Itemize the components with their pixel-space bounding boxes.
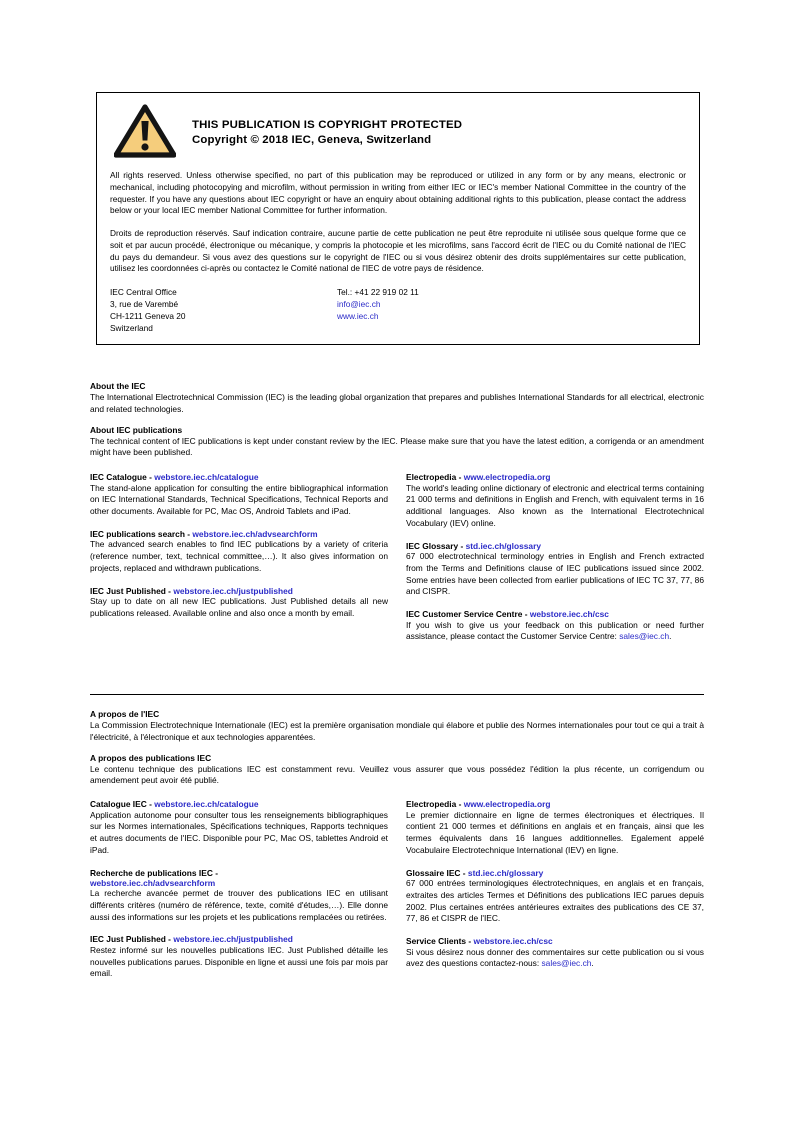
resource-url-link[interactable]: std.iec.ch/glossary: [465, 540, 542, 551]
about-iec-heading-en: About the IEC: [90, 381, 146, 391]
resource-url-link[interactable]: www.electropedia.org: [463, 472, 551, 482]
resource-description: [406, 620, 704, 644]
about-publications-heading-en: About IEC publications: [90, 424, 183, 435]
resource-description: 67 000 entrées terminologiques électrotechniques, en anglais et en français, extraites des articles Termes et Définitions des publications IEC parues depuis 2002. Plus certaines entrées antérieures extraites des publications des CE 37, 77, 86 et CISPR de l'IEC.: [406, 878, 704, 924]
address-line-2: 3, rue de Varembé: [110, 299, 179, 310]
contact-details: [110, 286, 686, 334]
resource-description: The stand-alone application for consulting the entire bibliographical information on IEC International Standards, Technical Specifications, Technical Reports and other documents. Available for PC, Mac OS, Android Tablets and iPad.: [90, 482, 388, 517]
copyright-box-titles: [192, 117, 462, 146]
resource-description: 67 000 electrotechnical terminology entries in English and French extracted from the Terms and Definitions clause of IEC publications issued since 2002. Some entries have been collected from earlier publications of IEC TC 37, 77, 86 and CISPR.: [406, 551, 704, 597]
resource-title-text: Service Clients: [406, 936, 467, 947]
resource-title-separator: -: [460, 867, 468, 878]
resource-url-link[interactable]: webstore.iec.ch/csc: [529, 609, 609, 620]
resource-title-separator: -: [456, 472, 464, 482]
resource-description-text: Si vous désirez nous donner des commentaires sur cette publication ou si vous avez des questions contactez-nous:: [406, 946, 704, 969]
copyright-paragraph-fr: Droits de reproduction réservés. Sauf indication contraire, aucune partie de cette publication ne peut être reproduite ni utilisée sous quelque forme que ce soit et par aucun procédé, électronique ou mécanique, y compris la photocopie et les microfilms, sans l'accord écrit de l'IEC ou du Comité national de l'IEC du pays du demandeur. Si vous avez des questions sur le copyright de l'IEC ou si vous désirez obtenir des droits supplémentaires sur cette publication, utilisez les coordonnées ci-après ou contactez le Comité national de l'IEC de votre pays de résidence.: [110, 228, 686, 274]
resource-title-separator: -: [184, 528, 193, 539]
resource-url-link[interactable]: webstore.iec.ch/catalogue: [154, 799, 259, 809]
resource-description: Le premier dictionnaire en ligne de termes électroniques et électriques. Il contient 21 000 termes et définitions en anglais et en français, ainsi que les termes équivalents dans 16 langues additionnelles. Egalement appelé Vocabulaire Electrotechnique International (IEV) en ligne.: [406, 809, 704, 855]
resource-title-iec-just-published: [90, 934, 388, 944]
resource-title-separator: -: [522, 609, 530, 620]
address-line-1: IEC Central Office: [110, 287, 177, 298]
contact-email-link[interactable]: info@iec.ch: [337, 299, 381, 310]
resources-columns-en: [90, 472, 704, 643]
resource-title-separator: -: [456, 799, 464, 809]
about-iec-body-en: The International Electrotechnical Commission (IEC) is the leading global organization that prepares and publishes International Standards for all electrical, electronic and related technologies.: [90, 392, 704, 414]
resource-entry: [90, 868, 388, 924]
about-iec-body-fr: La Commission Electrotechnique Internationale (IEC) est la première organisation mondiale qui élabore et publie des Normes internationales pour tout ce qui a trait à l'électricité, à l'électronique et aux technologies apparentées.: [90, 720, 704, 742]
resource-entry: [90, 529, 388, 575]
resource-entry: [406, 936, 704, 970]
address-line-3: CH-1211 Geneva 20: [110, 311, 186, 322]
resource-entry: [90, 799, 388, 857]
about-publications-heading-fr: A propos des publications IEC: [90, 752, 212, 763]
resource-title-separator: -: [146, 799, 155, 809]
resource-title-text: Electropedia: [406, 799, 457, 809]
resource-title-iec-customer-service-centre: [406, 609, 704, 619]
resource-title-text: IEC Glossary: [406, 540, 459, 551]
resource-title-recherche-de-publications-iec: [90, 868, 388, 888]
copyright-notice-box: [96, 92, 700, 345]
resource-entry: [90, 586, 388, 620]
about-iec-heading-fr: A propos de l'IEC: [90, 709, 160, 719]
resource-description-trailing: .: [591, 958, 594, 969]
resource-title-separator: -: [165, 585, 174, 596]
contact-website-link[interactable]: www.iec.ch: [337, 311, 379, 322]
resource-url-link[interactable]: webstore.iec.ch/csc: [473, 936, 553, 947]
resource-url-link[interactable]: webstore.iec.ch/advsearchform: [90, 877, 216, 888]
resource-entry: [406, 472, 704, 530]
resource-description: Stay up to date on all new IEC publications. Just Published details all new publications released. Available online and also once a month by email.: [90, 596, 388, 618]
resource-title-glossaire-iec: [406, 868, 704, 878]
resource-title-text: IEC Catalogue: [90, 472, 147, 482]
resource-description: [406, 947, 704, 971]
copyright-subtitle: Copyright © 2018 IEC, Geneva, Switzerland: [192, 133, 432, 146]
resource-title-separator: -: [165, 934, 174, 945]
address-line-4: Switzerland: [110, 323, 153, 334]
resource-title-text: Glossaire IEC: [406, 867, 461, 878]
copyright-title: THIS PUBLICATION IS COPYRIGHT PROTECTED: [192, 118, 463, 131]
section-divider-rule: [90, 694, 704, 695]
resource-description: The advanced search enables to find IEC publications by a variety of criteria (reference number, text, technical committee,…). It also gives information on projects, replaced and withdrawn publications.: [90, 539, 388, 573]
resource-entry: [90, 934, 388, 980]
contact-channels-column: [337, 286, 597, 334]
resource-title-service-clients: [406, 936, 704, 946]
copyright-box-header: [110, 104, 686, 158]
resource-entry: [406, 868, 704, 926]
resource-title-separator: -: [466, 936, 474, 947]
resource-description-trailing: .: [669, 631, 672, 642]
resource-title-text: IEC Customer Service Centre: [406, 609, 523, 620]
contact-telephone: Tel.: +41 22 919 02 11: [337, 287, 419, 298]
resource-description: La recherche avancée permet de trouver des publications IEC en utilisant différents critères (numéro de référence, texte, comité d'études,…). Elle donne aussi des informations sur les projets et les publications remplacées ou retirées.: [90, 888, 388, 922]
resource-url-link[interactable]: webstore.iec.ch/justpublished: [173, 585, 293, 596]
contact-address-column: [110, 286, 337, 334]
resources-columns-fr: [90, 799, 704, 980]
resources-column-left-fr: [90, 799, 388, 980]
resource-title-electropedia: [406, 472, 704, 482]
about-iec-section-en: [90, 381, 704, 459]
resource-title-text: IEC Just Published: [90, 585, 166, 596]
resource-url-link[interactable]: std.iec.ch/glossary: [467, 867, 544, 878]
resource-email-link[interactable]: sales@iec.ch: [541, 958, 592, 969]
resource-email-link[interactable]: sales@iec.ch: [619, 631, 670, 642]
resources-column-right-fr: [406, 799, 704, 980]
resource-url-link[interactable]: webstore.iec.ch/catalogue: [154, 472, 259, 482]
copyright-paragraph-en: All rights reserved. Unless otherwise specified, no part of this publication may be reproduced or utilized in any form or by any means, electronic or mechanical, including photocopying and microfilm, without permission in writing from either IEC or IEC's member National Committee in the country of the requester. If you have any questions about IEC copyright or have an enquiry about obtaining additional rights to this publication, please contact the address below or your local IEC member National Committee for further information.: [110, 170, 686, 216]
resource-url-link[interactable]: webstore.iec.ch/justpublished: [173, 934, 293, 945]
resource-title-text: IEC publications search: [90, 528, 185, 539]
about-iec-section-fr: [90, 709, 704, 787]
resource-entry: [406, 609, 704, 643]
resources-column-right-en: [406, 472, 704, 643]
warning-triangle-icon: [114, 104, 176, 158]
resource-title-text: Electropedia: [406, 472, 457, 482]
resource-title-text: IEC Just Published: [90, 934, 166, 945]
resource-url-link[interactable]: webstore.iec.ch/advsearchform: [192, 528, 318, 539]
resource-title-separator: -: [146, 472, 155, 482]
resource-entry: [406, 799, 704, 857]
resource-description: Restez informé sur les nouvelles publications IEC. Just Published détaille les nouvelles publications parues. Disponible en ligne et aussi une fois par mois par email.: [90, 944, 388, 979]
resource-description: The world's leading online dictionary of electronic and electrical terms containing 21 000 terms and definitions in English and French, with equivalent terms in 16 additional languages. Also known as the International Electrotechnical Vocabulary (IEV) online.: [406, 482, 704, 528]
resource-entry: [90, 472, 388, 518]
about-publications-body-en: The technical content of IEC publications is kept under constant review by the IEC. Please make sure that you have the latest edition, a corrigenda or an amendment might have been published.: [90, 435, 704, 458]
resource-entry: [406, 541, 704, 599]
resource-title-catalogue-iec: [90, 799, 388, 809]
resource-description-text: If you wish to give us your feedback on this publication or need further assistance, please contact the Customer Service Centre:: [406, 619, 704, 642]
resource-title-separator: -: [458, 540, 466, 551]
resource-description: Application autonome pour consulter tous les renseignements bibliographiques sur les Normes internationales, Spécifications techniques, Rapports techniques et autres documents de l'IEC. Disponible pour PC, Mac OS, tablettes Android et iPad.: [90, 809, 388, 855]
resource-url-link[interactable]: www.electropedia.org: [463, 799, 551, 809]
resource-title-iec-just-published: [90, 586, 388, 596]
resource-title-iec-catalogue: [90, 472, 388, 482]
resource-title-iec-glossary: [406, 541, 704, 551]
resource-title-text: Catalogue IEC: [90, 799, 147, 809]
resource-title-text: Recherche de publications IEC -: [90, 867, 218, 878]
resources-column-left-en: [90, 472, 388, 643]
resource-title-electropedia: [406, 799, 704, 809]
resource-title-iec-publications-search: [90, 529, 388, 539]
about-publications-body-fr: Le contenu technique des publications IEC est constamment revu. Veuillez vous assurer que vous possédez l'édition la plus récente, un corrigendum ou amendement peut avoir été publié.: [90, 763, 704, 786]
